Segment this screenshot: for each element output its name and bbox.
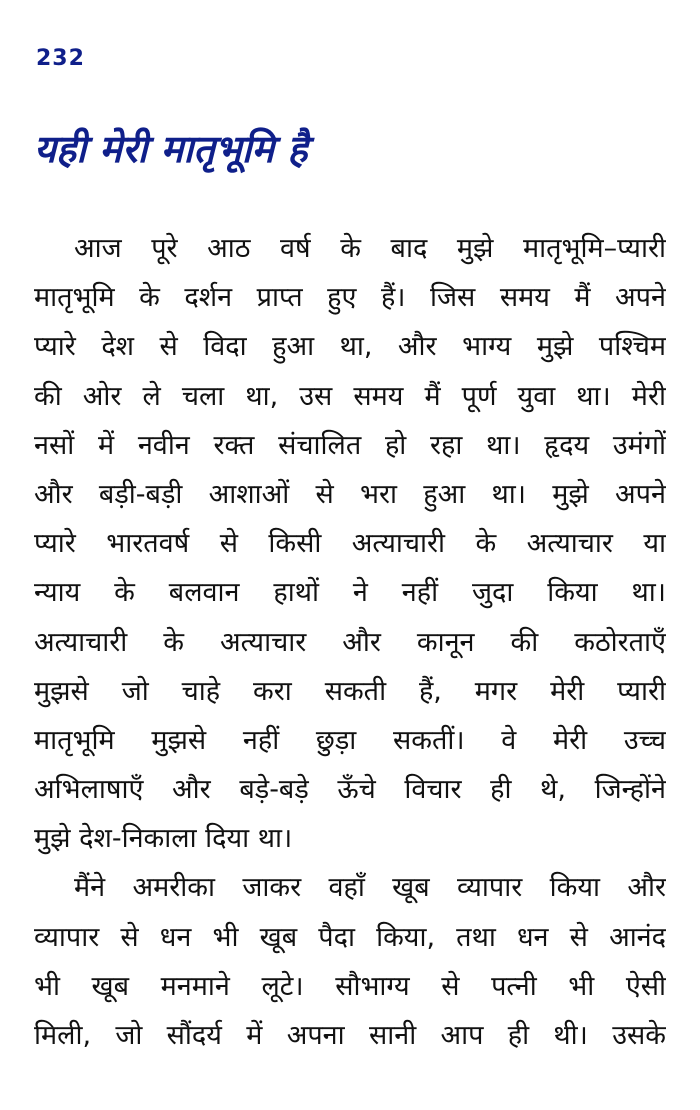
body-text [34,224,666,1060]
text-line: मातृभूमि मुझसे नहीं छुड़ा सकतीं। वे मेरी उच्च [34,724,666,756]
text-line: मिली, जो सौंदर्य में अपना सानी आप ही थी। उसके [34,1020,666,1051]
text-line: अत्याचारी के अत्याचार और कानून की कठोरताएँ [34,626,666,658]
text-line: मैंने अमरीका जाकर वहाँ खूब व्यापार किया और [74,872,666,904]
text-line: नसों में नवीन रक्त संचालित हो रहा था। हृदय उमंगों [34,429,666,461]
text-line: मातृभूमि के दर्शन प्राप्त हुए हैं। जिस समय मैं अपने [34,282,666,314]
text-line: की ओर ले चला था, उस समय मैं पूर्ण युवा था। मेरी [34,380,666,412]
text-line: और बड़ी-बड़ी आशाओं से भरा हुआ था। मुझे अपने [34,478,666,510]
text-line: मुझसे जो चाहे करा सकती हैं, मगर मेरी प्यारी [34,675,666,707]
page-number: 232 [36,46,85,71]
text-line: भी खूब मनमाने लूटे। सौभाग्य से पत्नी भी ऐसी [34,970,666,1002]
text-line: न्याय के बलवान हाथों ने नहीं जुदा किया था। [34,577,666,609]
text-line: प्यारे भारतवर्ष से किसी अत्याचारी के अत्याचार या [34,528,666,560]
text-line: प्यारे देश से विदा हुआ था, और भाग्य मुझे पश्चिम [34,331,666,363]
text-line: अभिलाषाएँ और बड़े-बड़े ऊँचे विचार ही थे, जिन्होंने [34,774,666,806]
chapter-title: यही मेरी मातृभूमि है [34,127,308,171]
text-line: व्यापार से धन भी खूब पैदा किया, तथा धन से आनंद [34,921,666,953]
text-line: मुझे देश-निकाला दिया था। [34,823,293,855]
text-line: आज पूरे आठ वर्ष के बाद मुझे मातृभूमि–प्यारी [74,233,666,264]
